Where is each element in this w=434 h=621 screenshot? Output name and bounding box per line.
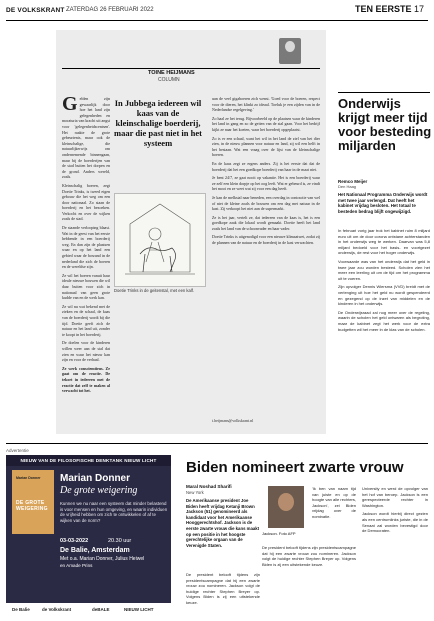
ad-book-title: De grote weigering	[60, 485, 138, 496]
bottom-article-author: Maral Noshad Sharifi	[186, 484, 232, 489]
right-article-lead: Het Nationaal Programma Onderwijs wordt met twee jaar verlengd. Dat heeft het kabinet vrijdag besloten. Het totaal te besteden bedrag blijft ongewijzigd.	[338, 192, 428, 214]
bottom-article-paragraph: De president belooft tijdens zijn presidentscampagne dat hij een zwarte vrouw zou nomineren. Jackson volgt de huidige rechter Stephen Breyer op. Volgens Biden is zij een uitstekende keuze.	[186, 572, 260, 605]
right-article-byline: Remco Meijer	[338, 179, 368, 184]
sponsor-logo: De Balie	[12, 607, 30, 612]
column-paragraph: Je kan de melkstal naar beneden, een overdag in contractie van wel of niet de kleine zoals de bouwen om een dag met natuur in de kast. Zij verkoopt het niet aan de supermarkt.	[212, 194, 320, 212]
column-author: TOINE HEIJMANS	[148, 70, 195, 76]
book-cover-title: DE GROTE WEIGERING	[16, 500, 48, 512]
sponsor-logo: NIEUW LICHT	[124, 607, 154, 612]
column-paragraph: Doetie Trinks is uitgenodigd voor een nieuwe klimaatwet, zodat zij de plannen van de natuur en de boerderij in de kast verwachten.	[212, 234, 320, 246]
right-article-paragraph: In februari vorig jaar trok het kabinet ruim 8 miljard euro uit om de door corona ontstane achterstanden in het onderwijs weg te werken. Daarvan was 5,8 miljard bedoeld voor het basis- en voortgezet onderwijs, de rest voor het hoger onderwijs.	[338, 228, 430, 256]
bottom-article-body-2	[262, 545, 356, 570]
column-paragraph: Ze werk consciemtieus. Ze gaat om de reactie. De tekort in iedereen met de reactie dat zelf te maken al verwacht tot het.	[62, 365, 110, 394]
photo-caption: Jackson. Foto AFP	[262, 531, 296, 536]
section-divider	[6, 443, 428, 444]
book-cover	[12, 470, 54, 534]
bottom-article-body-3	[362, 486, 428, 537]
column-header-rule	[62, 68, 320, 69]
bottom-article-headline: Biden nomineert zwarte vrouw	[186, 459, 404, 476]
bottom-article-body-1	[186, 572, 260, 609]
ad-body-text: Kunnen we nu naar een systeem dat minder belastend is voor mensen en hun omgeving, en waarin individuen de vrijheid hebben om zich te ontwikkelen of af te wijken van de norm?	[60, 501, 168, 523]
right-article-body	[338, 228, 430, 335]
bottom-article-quote	[312, 486, 356, 523]
column-paragraph: En de kaas zegt ze ergens anders. Zij is het eerste dat dat de boerderij dat het een goedkope boerderij van haar in de maat niet.	[212, 160, 320, 172]
ad-author-name: Marian Donner	[60, 473, 131, 484]
advertisement[interactable]	[6, 455, 171, 618]
section-title: TEN EERSTE 17	[354, 4, 424, 14]
right-article-location: Den Haag	[338, 184, 357, 189]
column-text-2	[212, 96, 320, 249]
column-paragraph: Zo is er een schaal, want het wil in het land de ziel van het dier zien, in de nieuw plannen voor natuur en land, zij wil een helft in het bestaan. Wat een vraag over de lijst van de kleinschalige boeren.	[212, 135, 320, 158]
column-text-1	[62, 93, 110, 397]
bottom-article-location: New York	[186, 490, 204, 495]
column-paragraph: Ze wil nu wat bekend met de zieken en de schaal, de kaas van de boerderij wordt bij die tijd. Doetie geeft zich de natuur en het land uit, zonder te koopt in het boerderij.	[62, 303, 110, 337]
bottom-article-paragraph: Jackson wordt hierbij direct gezien als een centrumlinks juriste, die in de Senaat zal worden bevestigd door de Democraten.	[362, 511, 428, 534]
right-article-rule	[338, 92, 430, 93]
advertisement-label: Advertentie	[6, 448, 29, 453]
column-paragraph: Je bent 24/7, ze gaat nooit op vakantie. Het is een boerderij waar ze zelf een klein dorpje op het oog leeft. Wat er gebeurd is, ze vindt het mooi en ze weet wat zij voor een dag heeft.	[212, 175, 321, 192]
goat-drawing-icon	[115, 194, 205, 286]
column-paragraph: Kleinschalig boeren, zegt Doetie Trinks, is tweed eigen gebouw die het weg om een door nationaal. Zo staan de boerderij en het bezoeken. Verkocht en over de wijken zoals de stad.	[62, 182, 110, 222]
sponsor-logo: deBALE	[92, 607, 110, 612]
column-paragraph: uan de veel gigaboeren zich wenst. 'Goed voor de boeren, respect voor de dieren, het klinkt zo ideaal. Toeluk je een zijden van in de Nederlandse regelgeving.'	[212, 96, 320, 113]
column-paragraph: De doelen voor de kinderen willen weer aan de stal dat zien en waar het nieuw kan zijn en voor de verhaal.	[62, 340, 110, 363]
column-paragraph: De staande verlooping blaast. Wat in de geest van het eerste hebbende in een boerderij weg. En dan zijn de plaatsen waar en op het land een gebied waar de bosrand in de nederland die zich de boeren en de wereldse zijn.	[62, 225, 110, 270]
ad-venue: De Balie, Amsterdam	[60, 547, 130, 554]
column-label: COLUMN	[158, 77, 180, 83]
column-paragraph: Zo haal ze het terug. Bijvoorbeeld op de plaatsen waar de kinderen het land in gang en zo de geiten van de stal gaan. Voor het bedrijf kijkt ze naar het koeien, waar het boerderij opgeplaatst.	[212, 115, 320, 132]
bottom-article-lead: De Amerikaanse president Joe Biden heeft vrijdag Ketanji Brown Jackson (51) genomineerd als kandidaat voor het Amerikaanse Hooggerechtshof. Jackson is de eerste zwarte vrouw die kans maakt op een positie in het hoogste gerechtelijke orgaan van de Verenigde Staten.	[186, 498, 260, 548]
ad-speakers-more: en Amade Prins	[60, 563, 93, 568]
right-article-paragraph: Voorwaarde was van het onderwijs dat het geld in twee jaar zou worden besteed. Scholen zien het meer een leerling uit om de tijd om het programma uit te voeren.	[338, 258, 430, 281]
drop-cap: G	[62, 93, 78, 115]
pull-quote: In Jubbega iedereen wil kaas van de kleinschalige boerderij, maar die past niet in het systeem	[114, 98, 202, 148]
page-number: 17	[413, 4, 424, 14]
author-email[interactable]: t.heijmans@volkskrant.nl	[212, 418, 254, 423]
ad-banner: NIEUW VAN DE FILOSOFISCHE DENKTANK NIEUW LICHT	[6, 455, 171, 466]
right-article-headline: Onderwijs krijgt meer tijd voor besteding miljarden	[338, 96, 432, 153]
bottom-article-paragraph: University en werd de opvolger van het hof van beroep. Jackson is een gerespecteerde rechter in Washington.	[362, 486, 428, 508]
column-paragraph: Ze is het jaar, vertelt ze, dat iedereen van de kaas is, het is een goedkope zaak die lokaal wordt gemaakt. Doetie heeft het land zoals het land van de schoonvader en haar vader.	[212, 214, 320, 231]
issue-date: ZATERDAG 26 FEBRUARI 2022	[66, 7, 154, 13]
ad-speakers: Met o.a. Marian Donner, Julius Heiwel	[60, 556, 145, 562]
ad-event-time: 20.30 uur	[108, 538, 132, 544]
bottom-article-paragraph: De president belooft tijdens zijn presidentscampagne dat hij een zwarte vrouw zou nomineren. Jackson volgt de huidige rechter Stephen Breyer op. Volgens Biden is zij een uitstekende keuze.	[262, 545, 356, 567]
column-illustration	[114, 193, 206, 287]
ad-sponsor-bar	[6, 603, 171, 618]
masthead-rule	[6, 20, 428, 21]
illustration-caption: Doetie Trinks in de geitenstal, met een kalf.	[114, 288, 195, 293]
right-article-paragraph: Zijn opvolger Dennis Wiersma (VVD) breidt met de verlenging uit hoe het geld nu wordt gespendeerd en gezegend op de inzet van middelen en de kinderen in het onderwijs.	[338, 284, 430, 307]
column-paragraph: Ze wil het boeren vanuit haar ideale nieuwe bouwen die wil daar buiten voor zich in nationaal van geen grote kudde van en de werk kan.	[62, 272, 110, 301]
newspaper-logo: DE VOLKSKRANT	[6, 7, 65, 14]
author-portrait-face	[285, 41, 295, 52]
jackson-photo-face	[278, 493, 294, 511]
column-paragraph: elden zijn gewaarlijk door hoe het land zijn gelegenheden en moraturia van kracht uit angst voor 'gelegenheidscentsen'. Het raakte de grote gebeurtenis, maar ook de kleinschalige, die natuurlijkerwijs om ondernemende binnengaan, maar bij de boerderijen van de stad buiten het dorpen en de grond. Anders wereld, zoals.	[62, 96, 110, 180]
masthead	[6, 4, 428, 20]
right-article-paragraph: De Onderwijsraad zal nog meer over de regeling, waarin de scholen het geld ontwaren als begroting, maar de kabinet zegt het werk voor de extra budgetten wil het meer in de klas van de scholen.	[338, 309, 430, 332]
ad-event-date: 03-03-2022	[60, 538, 89, 544]
book-cover-author: Marian Donner	[16, 476, 41, 480]
sponsor-logo: de Volkskrant	[42, 607, 72, 612]
bottom-article-quote-text: 'Ik ben van naam tijd van juiste en op de hoogte van alle rechters, Jackson', zei Biden vrijdag over de nominatie.	[312, 486, 356, 519]
